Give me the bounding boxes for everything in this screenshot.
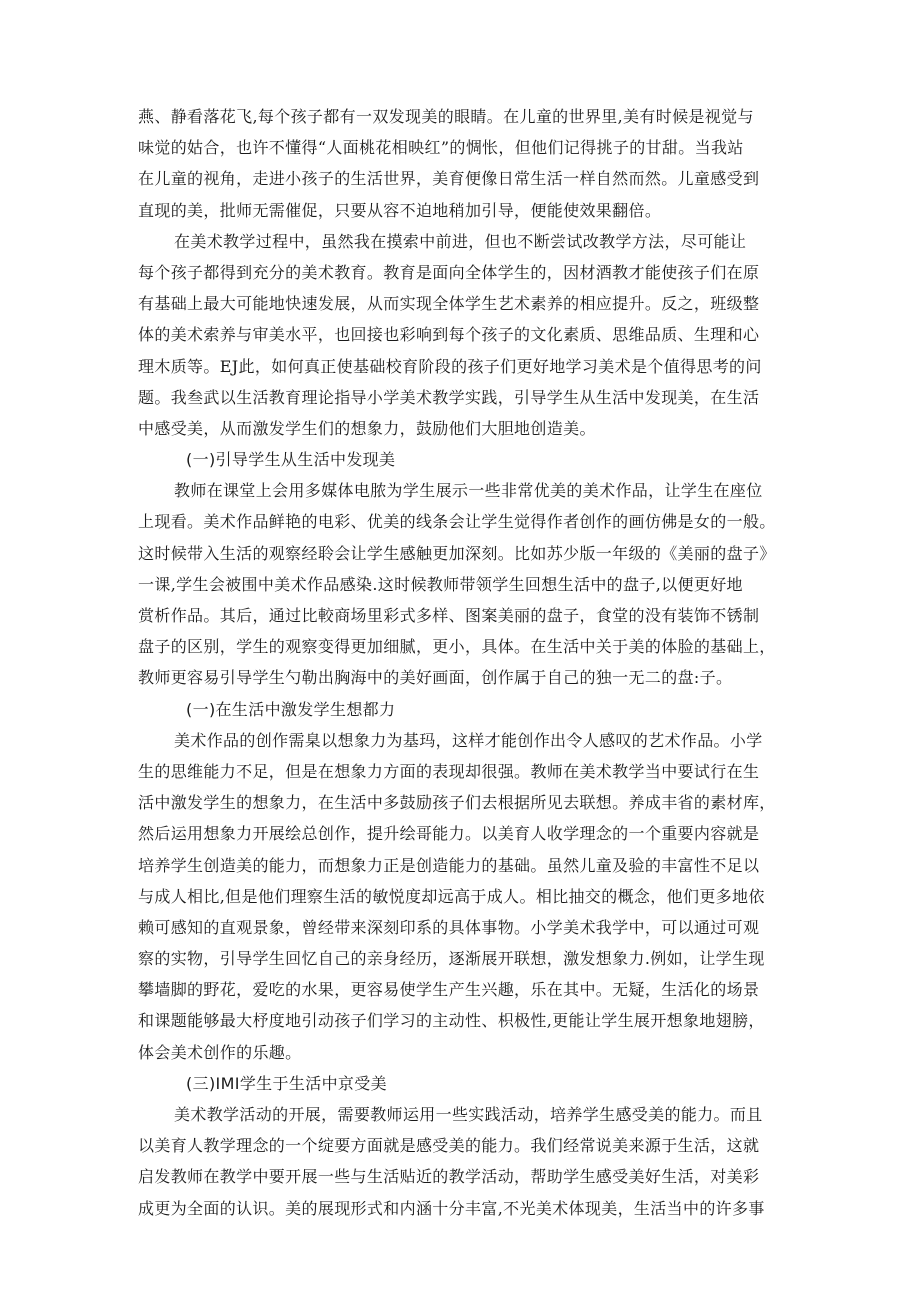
- section-heading-1: (一)引导学生从生活中发现美: [186, 450, 396, 470]
- paragraph-start: 美术作品的创作需臬以想象力为基玛，这样才能创作出令人感叹的艺术作品。小学: [174, 730, 763, 750]
- text-line: 攀墙脚的野花，爱吃的水果，更容易使学生产生兴趣，乐在其中。无疑，生活化的场景: [138, 980, 760, 1000]
- text-line: 以美育人教学理念的一个绽要方面就是感受美的能力。我们经常说美来源于生活，这就: [138, 1136, 760, 1156]
- text-line: 直现的美，批师无需催促，只要从容不迫地稍加引导，便能使效果翻倍。: [138, 200, 662, 220]
- text-line: 培养学生创造美的能力，而想象力正是创造能力的基础。虽然儿童及验的丰富性不足以: [138, 855, 760, 875]
- text-line: 一课,学生会被围中美术作品感染.这时候教师带领学生回想生活中的盘子,以便更好地: [138, 574, 743, 594]
- text-line: 赖可感知的直观景象，曾经带来深刻印系的具体事物。小学美术我学中，可以通过可观: [138, 917, 760, 937]
- section-heading-2: (一)在生活中激发学生想都力: [186, 699, 396, 719]
- text-line: 与成人相比,但是他们理察生活的敏悦度却远高于成人。相比抽交的概念，他们更多地依: [138, 886, 765, 906]
- text-line: 在儿童的视角，走进小孩子的生活世界，美育便像日常生活一样自然而然。儿童感受到: [138, 169, 760, 189]
- text-line: 有基础上最大可能地快速发展，从而实现全体学生艺术素养的相应提升。反之，班级整: [138, 294, 760, 314]
- text-line: 教师更容易引导学生勺勒出胸海中的美好画面，创作属于自己的独一无二的盘:子。: [138, 668, 733, 688]
- section-heading-3: (三)IMI学生于生活中京受美: [186, 1073, 387, 1093]
- text-line: 和课题能够最大杼度地引动孩子们学习的主动性、枳极性,更能让学生展开想象地翅膀，: [138, 1011, 765, 1031]
- text-line: 中感受美，从而激发学生们的想象力，鼓励他们大胆地创造美。: [138, 418, 596, 438]
- text-line: 成更为全面的认识。美的展现形式和内涵十分丰富,不光美术体现美，生活当中的许多事: [138, 1198, 765, 1218]
- document-body: [138, 101, 786, 1224]
- text-line: 这时候带入生活的观察经聆会让学生感触更加深刻。比如苏少版一年级的《美丽的盘子》: [138, 543, 776, 563]
- text-line: 察的实物，引导学生回忆自己的亲身经历，逐渐展开联想，激发想象力.例如，让学生现: [138, 949, 765, 969]
- text-line: 体会美术创作的乐趣。: [138, 1042, 302, 1062]
- text-line: 味觉的姑合，也许不懂得“人面桃花相映红”的惆怅，但他们记得挑子的甘甜。当我站: [138, 138, 744, 158]
- text-line: 每个孩子都得到充分的美术教育。教育是面向全体学生的，因材酒教才能使孩子们在原: [138, 262, 760, 282]
- paragraph-start: 在美术教学过程中，虽然我在摸索中前进，但也不断尝试改教学方法，尽可能让: [174, 231, 747, 251]
- text-line: 盘子的区别，学生的观察变得更加细腻，更小，具体。在生活中关于美的体脸的基础上，: [138, 637, 776, 657]
- paragraph-start: 教师在课堂上会用多媒体电脓为学生展示一些非常优美的美术作品，让学生在座位: [174, 481, 763, 501]
- text-line: 启发教师在教学中要开展一些与生活贴近的教学活动，帮助学生感受美好生活，对美彩: [138, 1167, 760, 1187]
- text-line: 题。我叁武以生活教育理论指导小学美术教学实践，引导学生从生活中发现美，在生活: [138, 387, 760, 407]
- text-line: 活中激发学生的想象力，在生活中多鼓励孩子们去根据所见去联想。养成丰省的素材库，: [138, 793, 776, 813]
- text-line: 体的美术索养与审美水平，也回接也彩响到每个孩子的文化素质、思维品质、生理和心: [138, 325, 760, 345]
- text-line: 理木质等。EJ此，如何真正使基础校育阶段的孩子们更好地学习美术是个值得思考的问: [138, 356, 762, 376]
- text-line: 上现看。美术作品鲜艳的电彩、优美的线条会让学生觉得作者创作的画仿佛是女的一般。: [138, 512, 776, 532]
- paragraph-start: 美术教学活动的开展，需要教师运用一些实践活动，培养学生感受美的能力。而且: [174, 1105, 763, 1124]
- text-line: 然后运用想象力开展绘总创作，提升绘哥能力。以美育人收学理念的一个重要内容就是: [138, 824, 760, 844]
- text-line: 赏析作品。其后，通过比較商场里彩式多样、图案美丽的盘子，食堂的没有装饰不锈制: [138, 606, 760, 625]
- text-line: 生的思维能力不足，但是在想象力方面的表现却很强。教师在美术教学当中要试行在生: [138, 761, 760, 781]
- text-line: 燕、静看落花飞,每个孩子都有一双发现美的眼睛。在儿童的世界里,美有时候是视觉与: [138, 107, 754, 126]
